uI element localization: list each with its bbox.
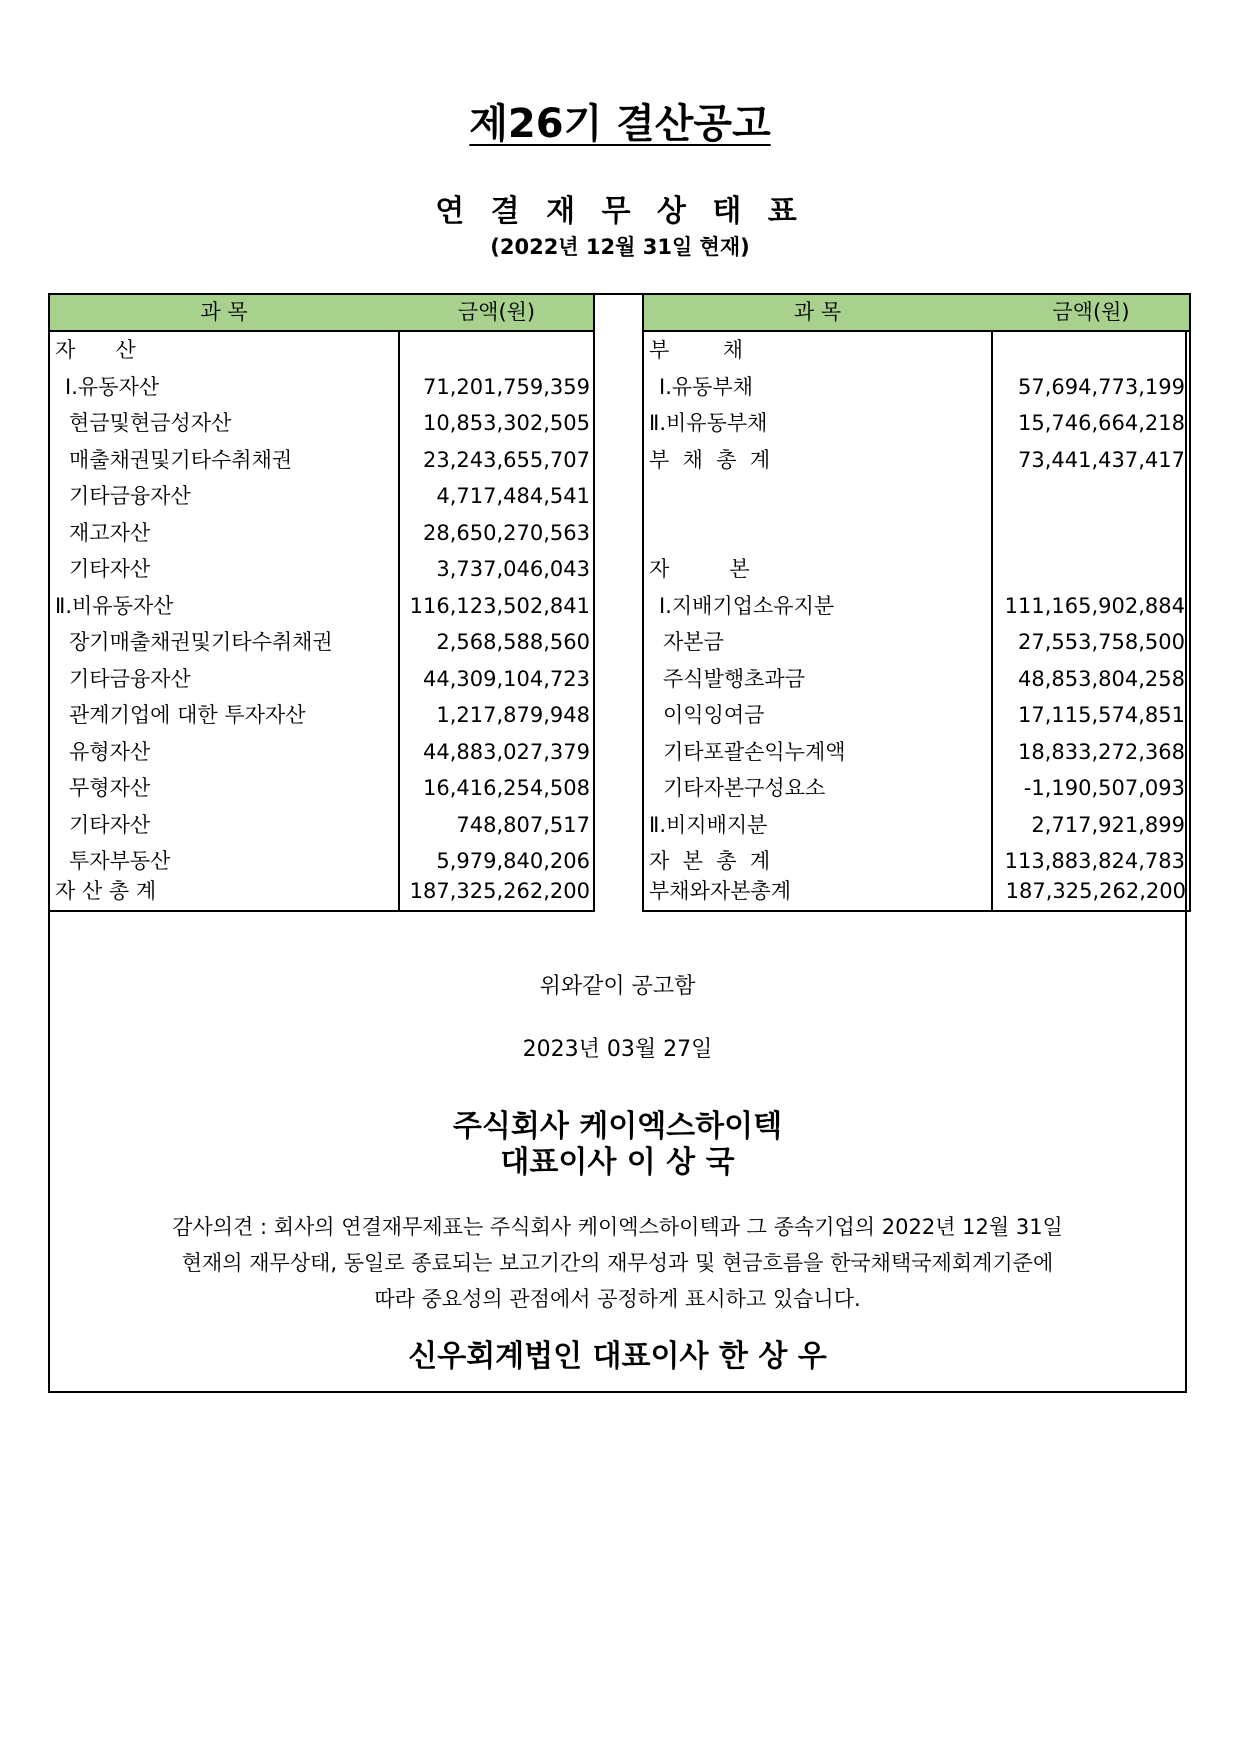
table-row bbox=[50, 478, 593, 515]
row-label: 자 본 bbox=[649, 557, 750, 581]
table-row bbox=[644, 332, 1189, 369]
table-row bbox=[644, 734, 1189, 771]
table-row bbox=[50, 369, 593, 406]
table-row bbox=[50, 661, 593, 698]
total-label: 자 산 총 계 bbox=[55, 879, 157, 903]
assets-table bbox=[48, 293, 595, 912]
row-label: 재고자산 bbox=[69, 520, 151, 545]
announcement-box bbox=[48, 293, 1187, 1393]
table-row bbox=[644, 369, 1189, 406]
row-label: 유형자산 bbox=[69, 739, 151, 764]
table-row bbox=[50, 588, 593, 625]
row-amount: 2,568,588,560 bbox=[436, 630, 590, 654]
audit-opinion bbox=[110, 1209, 1125, 1317]
row-amount: 57,694,773,199 bbox=[1018, 374, 1185, 399]
statement-title: 연 결 재 무 상 태 표 bbox=[435, 194, 805, 229]
row-label: 관계기업에 대한 투자자산 bbox=[69, 703, 306, 727]
row-amount: 27,553,758,500 bbox=[1018, 630, 1185, 654]
row-label: Ⅰ.지배기업소유지분 bbox=[659, 593, 835, 618]
row-amount: 44,309,104,723 bbox=[423, 666, 590, 691]
row-label: 기타자본구성요소 bbox=[663, 776, 826, 800]
row-amount: 10,853,302,505 bbox=[423, 411, 590, 435]
row-label: 현금및현금성자산 bbox=[69, 411, 232, 435]
header-subject: 과 목 bbox=[793, 300, 842, 324]
table-row bbox=[50, 515, 593, 552]
liabilities-equity-table bbox=[642, 293, 1191, 912]
row-label: 투자부동산 bbox=[69, 849, 171, 873]
row-amount: 111,165,902,884 bbox=[1004, 593, 1185, 618]
row-label: Ⅰ.유동부채 bbox=[659, 374, 754, 399]
row-amount: 4,717,484,541 bbox=[436, 484, 590, 508]
row-amount: 1,217,879,948 bbox=[436, 703, 590, 727]
row-label: 장기매출채권및기타수취채권 bbox=[69, 630, 333, 654]
table-row bbox=[644, 588, 1189, 625]
assets-rows bbox=[50, 332, 593, 880]
table-row bbox=[50, 442, 593, 479]
table-row bbox=[50, 405, 593, 442]
row-label: 부 채 총 계 bbox=[649, 447, 771, 472]
table-row bbox=[50, 734, 593, 771]
row-amount: 48,853,804,258 bbox=[1018, 666, 1185, 691]
row-label: 무형자산 bbox=[69, 776, 151, 800]
row-label: 기타자산 bbox=[69, 557, 151, 581]
table-row bbox=[50, 551, 593, 588]
liabilities-table-header bbox=[644, 295, 1189, 332]
row-amount: 71,201,759,359 bbox=[423, 374, 590, 399]
table-row bbox=[50, 697, 593, 734]
table-row bbox=[644, 770, 1189, 807]
row-amount: 23,243,655,707 bbox=[423, 447, 590, 472]
assets-table-header bbox=[50, 295, 593, 332]
row-amount: 116,123,502,841 bbox=[409, 593, 590, 618]
header-subject: 과 목 bbox=[200, 300, 248, 324]
notice-text: 위와같이 공고함 bbox=[539, 974, 696, 999]
row-amount: 2,717,921,899 bbox=[1031, 812, 1185, 837]
row-label: 매출채권및기타수취채권 bbox=[69, 447, 293, 472]
liabilities-rows bbox=[644, 332, 1189, 880]
row-label: Ⅱ.비유동부채 bbox=[649, 411, 768, 435]
table-row bbox=[644, 442, 1189, 479]
header-amount: 금액(원) bbox=[1052, 300, 1130, 324]
table-row bbox=[644, 697, 1189, 734]
table-row bbox=[50, 624, 593, 661]
row-label: Ⅱ.비지배지분 bbox=[649, 812, 768, 837]
row-label: 주식발행초과금 bbox=[663, 666, 806, 691]
table-row bbox=[644, 478, 1189, 515]
row-label: 자 산 bbox=[55, 338, 136, 362]
row-amount: 44,883,027,379 bbox=[423, 739, 590, 764]
row-label: 기타포괄손익누계액 bbox=[663, 739, 846, 764]
company-block bbox=[50, 1109, 1185, 1181]
row-amount: 15,746,664,218 bbox=[1018, 411, 1185, 435]
table-row bbox=[644, 807, 1189, 844]
row-label: 자 본 총 계 bbox=[649, 849, 771, 873]
statement-date: (2022년 12월 31일 현재) bbox=[490, 235, 750, 259]
row-label: 자본금 bbox=[663, 630, 724, 654]
row-label: Ⅰ.유동자산 bbox=[65, 374, 160, 399]
table-row bbox=[50, 807, 593, 844]
total-label: 부채와자본총계 bbox=[649, 879, 792, 903]
audit-line: 따라 중요성의 관점에서 공정하게 표시하고 있습니다. bbox=[374, 1287, 861, 1311]
row-amount: 28,650,270,563 bbox=[423, 520, 590, 545]
header-amount: 금액(원) bbox=[457, 300, 536, 324]
row-label: 이익잉여금 bbox=[663, 703, 765, 727]
table-row bbox=[644, 405, 1189, 442]
row-label: 기타금융자산 bbox=[69, 666, 191, 691]
table-row bbox=[50, 770, 593, 807]
document-title: 제26기 결산공고 bbox=[469, 101, 771, 147]
table-row bbox=[644, 624, 1189, 661]
row-amount: 113,883,824,783 bbox=[1004, 849, 1185, 873]
row-amount: 17,115,574,851 bbox=[1018, 703, 1185, 727]
row-label: 기타금융자산 bbox=[69, 484, 191, 508]
total-amount: 187,325,262,200 bbox=[1005, 879, 1186, 903]
assets-total-row bbox=[50, 873, 593, 910]
table-row bbox=[644, 661, 1189, 698]
audit-line: 현재의 재무상태, 동일로 종료되는 보고기간의 재무성과 및 현금흐름을 한국채택국제회계기준에 bbox=[181, 1251, 1054, 1275]
audit-line: 감사의견 : 회사의 연결재무제표는 주식회사 케이엑스하이텍과 그 종속기업의 2022년 12월 31일 bbox=[172, 1215, 1063, 1239]
row-amount: 73,441,437,417 bbox=[1018, 447, 1185, 472]
row-label: 기타자산 bbox=[69, 812, 151, 837]
row-label: 부 채 bbox=[649, 338, 743, 362]
row-amount: 16,416,254,508 bbox=[423, 776, 590, 800]
row-amount: 18,833,272,368 bbox=[1018, 739, 1185, 764]
notice-date: 2023년 03월 27일 bbox=[522, 1037, 713, 1062]
row-amount: 3,737,046,043 bbox=[436, 557, 590, 581]
total-amount: 187,325,262,200 bbox=[409, 879, 590, 903]
table-row bbox=[644, 515, 1189, 552]
row-amount: 5,979,840,206 bbox=[436, 849, 590, 873]
row-amount: -1,190,507,093 bbox=[1023, 776, 1185, 800]
table-row bbox=[644, 551, 1189, 588]
row-amount: 748,807,517 bbox=[456, 812, 590, 837]
table-row bbox=[50, 332, 593, 369]
company-name: 주식회사 케이엑스하이텍 bbox=[452, 1109, 783, 1144]
auditor-signature: 신우회계법인 대표이사 한 상 우 bbox=[408, 1339, 827, 1374]
row-label: Ⅱ.비유동자산 bbox=[55, 593, 174, 618]
ceo-name: 대표이사 이 상 국 bbox=[500, 1145, 735, 1180]
liabilities-total-row bbox=[644, 873, 1189, 910]
